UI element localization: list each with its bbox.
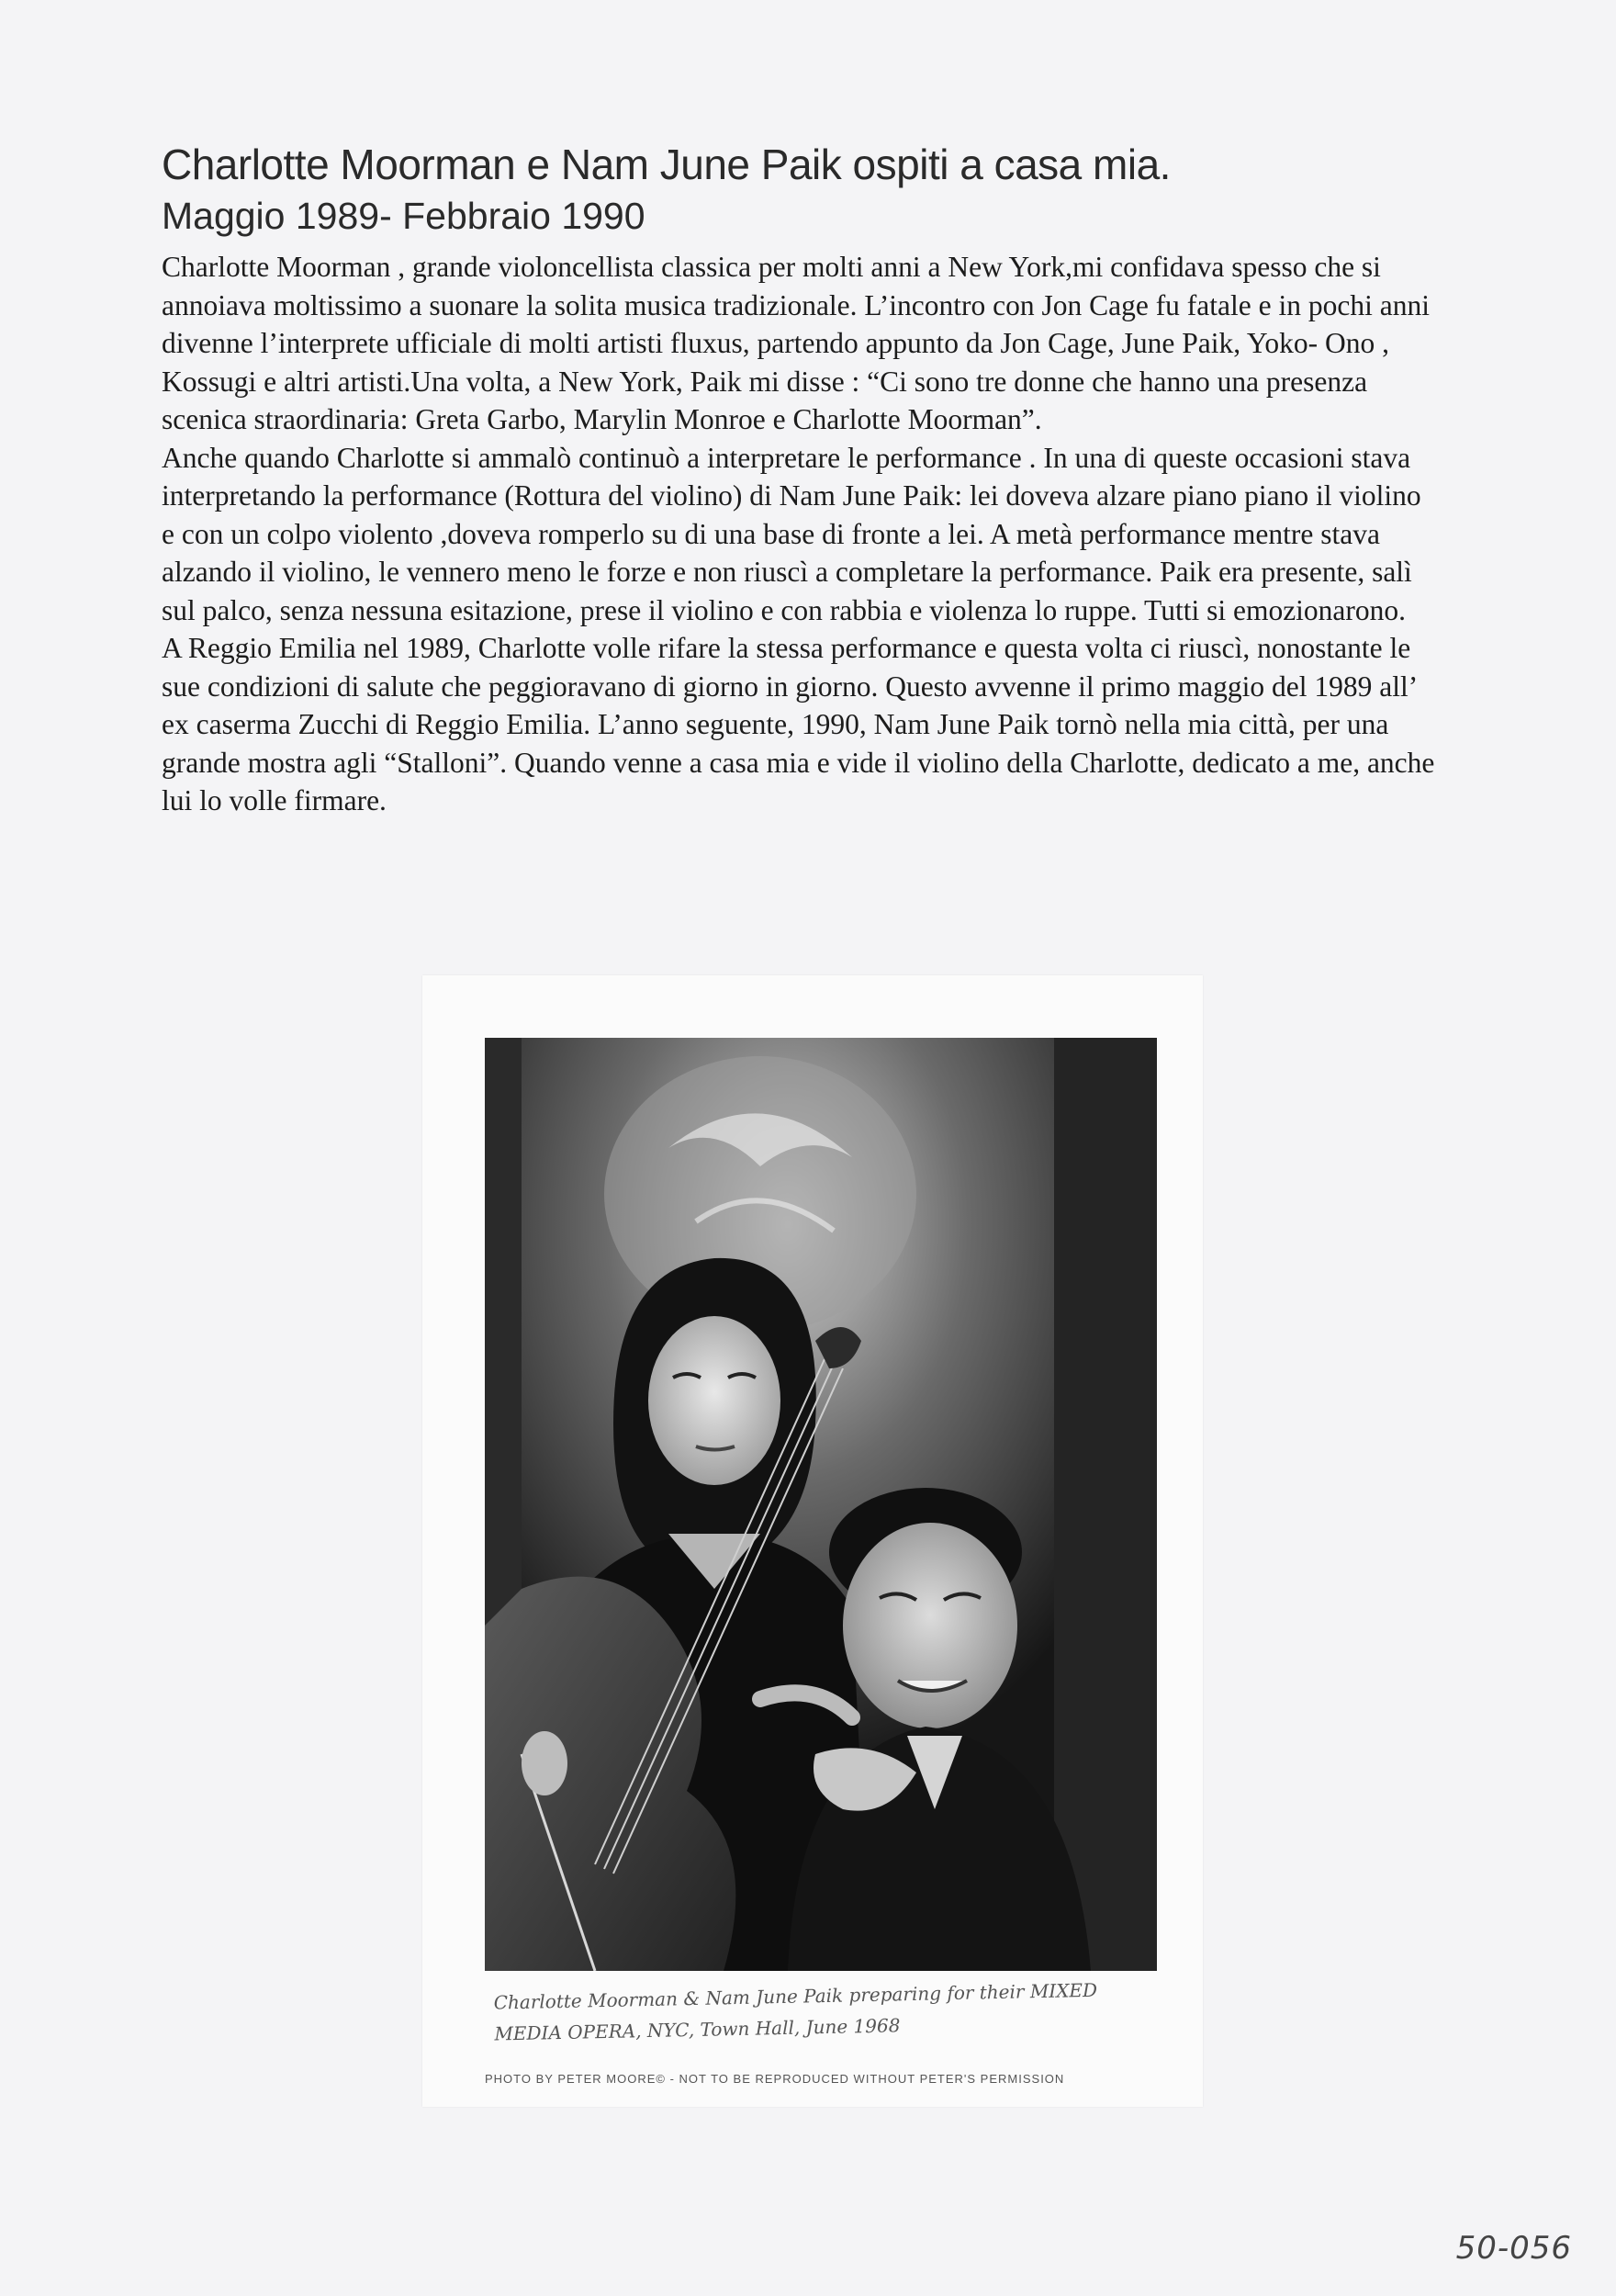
archive-code: 50-056 (1455, 2230, 1572, 2267)
photo-illustration (485, 1038, 1157, 1971)
page-title: Charlotte Moorman e Nam June Paik ospiti a casa mia. (162, 141, 1171, 188)
page-subtitle: Maggio 1989- Febbraio 1990 (162, 195, 645, 237)
document-text (162, 138, 1438, 820)
bw-photograph (485, 1038, 1157, 1971)
body-paragraph: Anche quando Charlotte si ammalò continuò a interpretare le performance . In una di queste occasioni stava interpretando la performance (Rottura del violino) di Nam June Paik: lei doveva alzare piano piano il violino e con un colpo violento ,doveva romperlo su di una base di fronte a lei. A metà performance mentre stava alzando il violino, le vennero meno le forze e non riuscì a completare la performance. Paik era presente, salì sul palco, senza nessuna esitazione, prese il violino e con rabbia e violenza lo ruppe. Tutti si emozionarono. (162, 441, 1421, 626)
body-paragraph: Charlotte Moorman , grande violoncellista classica per molti anni a New York,mi confidava spesso che si annoiava moltissimo a suonare la solita musica tradizionale. L’incontro con Jon Cage fu fatale e in pochi anni divenne l’interprete ufficiale di molti artisti fluxus, partendo appunto da Jon Cage, June Paik, Yoko- Ono , Kossugi e altri artisti.Una volta, a New York, Paik mi disse : “Ci sono tre donne che hanno una presenza scenica straordinaria: Greta Garbo, Marylin Monroe e Charlotte Moorman”. (162, 251, 1430, 435)
photo-credit: PHOTO BY PETER MOORE© - NOT TO BE REPRODUCED WITHOUT PETER'S PERMISSION (485, 2072, 1065, 2086)
body-paragraph: A Reggio Emilia nel 1989, Charlotte volle rifare la stessa performance e questa volta ci riuscì, nonostante le sue condizioni di salute che peggioravano di giorno in giorno. Questo avvenne il primo maggio del 1989 all’ ex caserma Zucchi di Reggio Emilia. L’anno seguente, 1990, Nam June Paik tornò nella mia città, per una grande mostra agli “Stalloni”. Quando venne a casa mia e vide il violino della Charlotte, dedicato a me, anche lui lo volle firmare. (162, 632, 1435, 816)
photo-caption-handwritten: Charlotte Moorman & Nam June Paik preparing for their MIXED MEDIA OPERA, NYC, Town Hall, June 1968 (493, 1978, 1098, 2045)
photo-mount (422, 975, 1203, 2107)
